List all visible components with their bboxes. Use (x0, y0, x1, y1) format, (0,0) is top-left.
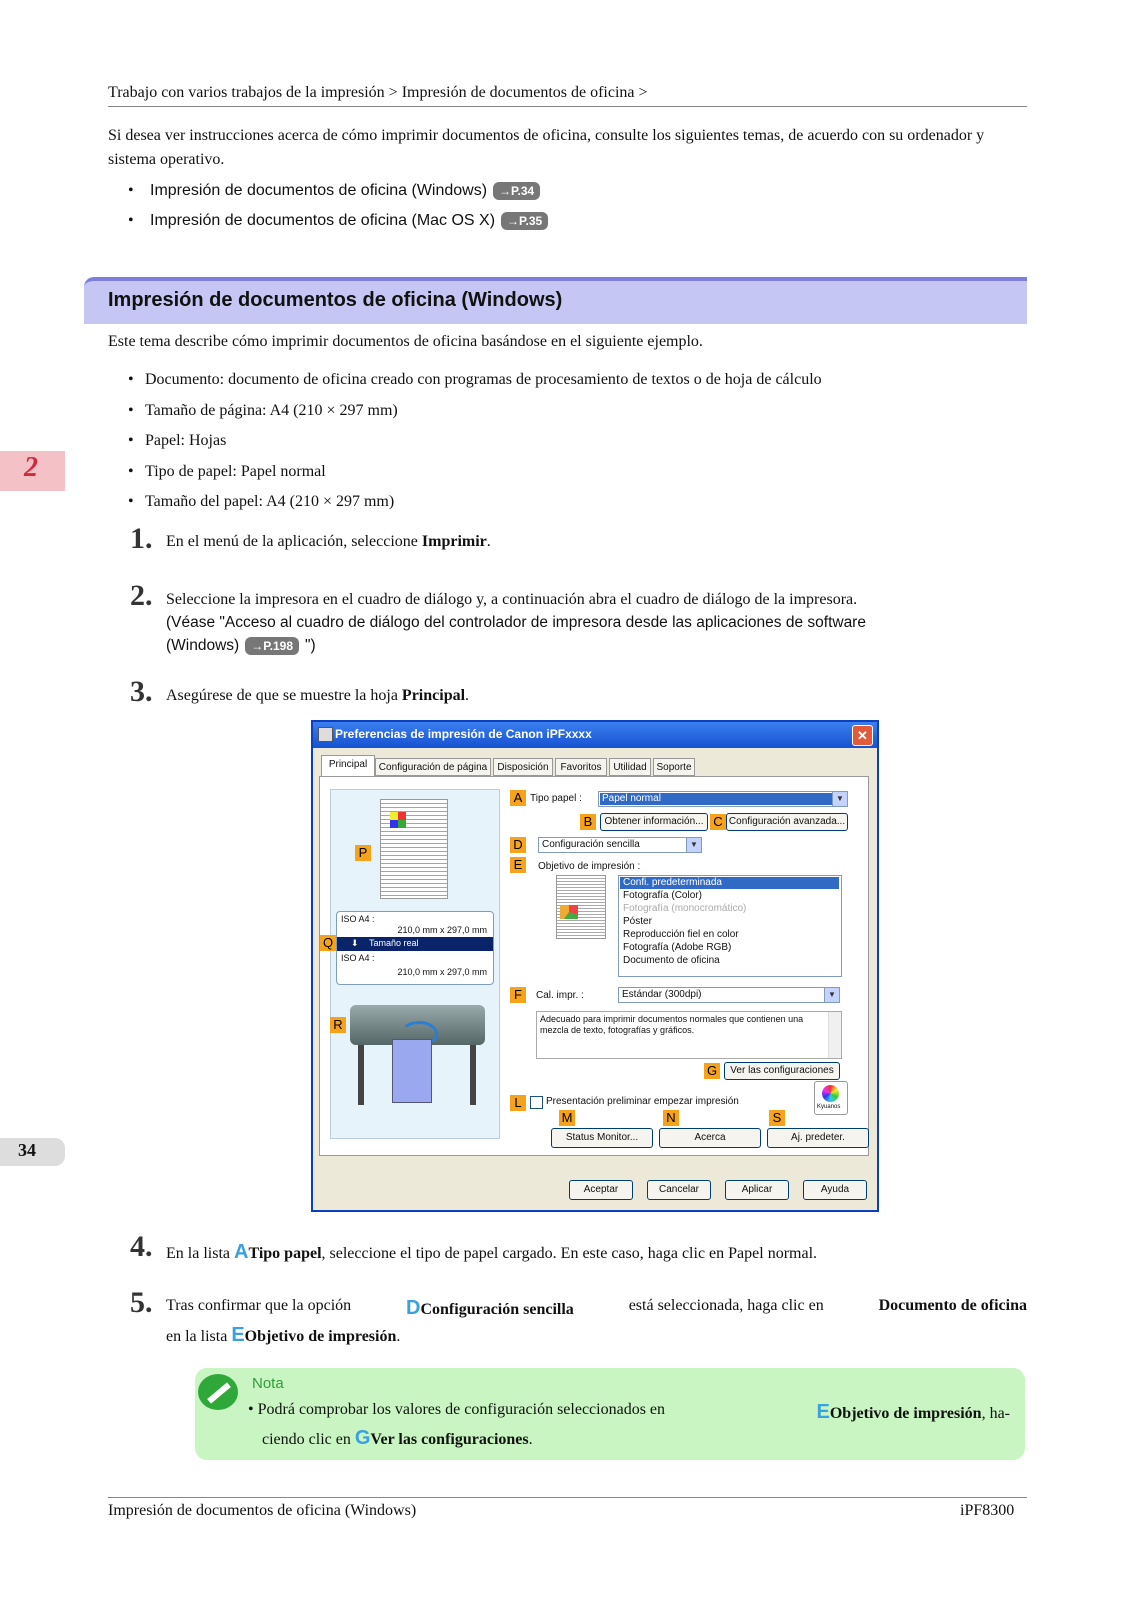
orientation-arrow-icon (400, 1021, 438, 1047)
letter-e-icon: E (816, 1401, 830, 1423)
printer-leg-right (470, 1045, 476, 1105)
paper-output-icon (392, 1039, 432, 1103)
step-number: 1. (130, 522, 153, 555)
tab-principal[interactable]: Principal (321, 755, 375, 777)
kyuanos-button[interactable] (814, 1081, 848, 1115)
close-icon[interactable]: ✕ (852, 725, 873, 746)
ver-configuraciones-button[interactable]: Ver las configuraciones (724, 1062, 840, 1080)
aj-predeter-button[interactable]: Aj. predeter. (767, 1128, 869, 1148)
callout-q: Q (320, 935, 336, 951)
description-box (536, 1011, 842, 1059)
step-number: 3. (130, 675, 153, 708)
list-item: • Tamaño del papel: A4 (210 × 297 mm) (128, 493, 395, 510)
step-5-line-2: en la lista EObjetivo de impresión. (166, 1324, 401, 1346)
link-text[interactable]: Impresión de documentos de oficina (Windows) (150, 182, 488, 199)
chevron-down-icon[interactable]: ▼ (824, 988, 839, 1002)
callout-n: N (663, 1110, 679, 1126)
dialog-title: Preferencias de impresión de Canon iPFxxxx (335, 727, 592, 741)
callout-m: M (559, 1110, 575, 1126)
example-list (128, 365, 822, 518)
step-number: 4. (130, 1230, 153, 1263)
footer-title: Impresión de documentos de oficina (Windows) (108, 1502, 417, 1519)
status-monitor-button[interactable]: Status Monitor... (551, 1128, 653, 1148)
tipo-papel-label: Tipo papel : (530, 793, 582, 804)
list-item[interactable]: Documento de oficina (623, 955, 720, 966)
size-info-box (336, 911, 494, 985)
objetivo-label: Objetivo de impresión : (538, 861, 641, 872)
callout-d: D (510, 837, 526, 853)
iso-label-2: ISO A4 : (341, 953, 375, 963)
letter-g-icon: G (354, 1427, 371, 1449)
objetivo-listbox[interactable] (618, 875, 842, 977)
list-item: • Tamaño de página: A4 (210 × 297 mm) (128, 401, 398, 419)
list-item[interactable]: Fotografía (Adobe RGB) (623, 942, 732, 953)
cal-impr-value: Estándar (300dpi) (622, 989, 702, 1000)
letter-e-icon: E (231, 1324, 245, 1346)
preview-checkbox[interactable] (530, 1096, 543, 1109)
pencil-icon (198, 1374, 238, 1410)
scrollbar[interactable] (828, 1012, 841, 1058)
print-preferences-dialog (311, 720, 879, 1212)
list-item: • Papel: Hojas (128, 432, 227, 449)
note-line-2: ciendo clic en GVer las configuraciones. (262, 1427, 533, 1449)
section-intro: Este tema describe cómo imprimir documentos de oficina basándose en el siguiente ejemplo. (108, 333, 703, 350)
tab-configuracion-pagina[interactable]: Configuración de página (375, 758, 491, 776)
page-ref-badge[interactable]: →P.34 (493, 182, 540, 200)
chapter-number: 2 (24, 452, 38, 483)
section-title: Impresión de documentos de oficina (Windows) (108, 289, 563, 311)
callout-s: S (769, 1110, 785, 1126)
callout-b: B (580, 814, 596, 830)
cal-impr-select[interactable] (618, 987, 840, 1003)
step-number: 2. (130, 579, 153, 612)
down-arrow-icon: ⬇ (351, 938, 359, 948)
step-2-line-3: (Windows) →P.198 ") (166, 637, 316, 654)
page-ref-badge[interactable]: →P.198 (245, 637, 299, 655)
preview-checkbox-label: Presentación preliminar empezar impresión (546, 1096, 739, 1107)
bullet-icon: • (128, 212, 134, 229)
step-5-line-1: Tras confirmar que la opción DConfiguración sencilla está seleccionada, haga clic en Documento de oficina (166, 1297, 1027, 1319)
list-item: • Documento: documento de oficina creado con programas de procesamiento de textos o de hoja de cálculo (128, 371, 822, 388)
printer-icon (318, 727, 333, 742)
configuracion-avanzada-button[interactable]: Configuración avanzada... (726, 813, 848, 831)
step-2-line-2: (Véase "Acceso al cuadro de diálogo del controlador de impresora desde las aplicaciones de software (166, 614, 866, 631)
header-rule (108, 106, 1027, 107)
chevron-down-icon[interactable]: ▼ (832, 792, 847, 806)
aplicar-button[interactable]: Aplicar (725, 1180, 789, 1200)
bullet-icon: • (128, 182, 134, 199)
config-mode-select[interactable] (538, 837, 702, 853)
link-item-mac[interactable] (128, 212, 548, 230)
cancelar-button[interactable]: Cancelar (647, 1180, 711, 1200)
note-line-1: • Podrá comprobar los valores de configuración seleccionados en EObjetivo de impresión, ha- (248, 1401, 1010, 1423)
page-ref-badge[interactable]: →P.35 (501, 212, 548, 230)
actual-size-label: Tamaño real (369, 938, 419, 948)
list-item[interactable]: Fotografía (Color) (623, 890, 702, 901)
footer-model: iPF8300 (960, 1502, 1015, 1519)
callout-l: L (510, 1095, 526, 1111)
letter-d-icon: D (406, 1297, 421, 1319)
principal-panel (319, 776, 869, 1156)
step-number: 5. (130, 1286, 153, 1319)
callout-a: A (510, 790, 526, 806)
list-item[interactable]: Confi. predeterminada (620, 877, 839, 889)
callout-e: E (510, 857, 526, 873)
step-1-text: En el menú de la aplicación, seleccione Imprimir. (166, 533, 491, 550)
acerca-button[interactable]: Acerca (659, 1128, 761, 1148)
cal-impr-label: Cal. impr. : (536, 990, 584, 1001)
tipo-papel-select[interactable] (598, 791, 848, 807)
kyuanos-label: Kyuanos (817, 1104, 841, 1110)
tab-favoritos[interactable]: Favoritos (555, 758, 607, 776)
step-3-text: Asegúrese de que se muestre la hoja Principal. (166, 687, 470, 704)
chart-thumb-icon (560, 905, 578, 919)
actual-size-row[interactable] (337, 937, 493, 951)
page-number: 34 (18, 1140, 36, 1160)
ayuda-button[interactable]: Ayuda (803, 1180, 867, 1200)
obtener-informacion-button[interactable]: Obtener información... (600, 813, 708, 831)
list-item[interactable]: Póster (623, 916, 652, 927)
iso-label-1: ISO A4 : (341, 914, 375, 924)
printer-leg-left (358, 1045, 364, 1105)
step-2-line-1: Seleccione la impresora en el cuadro de diálogo y, a continuación abra el cuadro de diálogo de la impresora. (166, 591, 858, 608)
color-graphic-icon (390, 812, 406, 828)
note-label: Nota (252, 1375, 284, 1392)
tipo-papel-value: Papel normal (600, 793, 835, 805)
tab-soporte[interactable]: Soporte (653, 758, 695, 776)
description-text: Adecuado para imprimir documentos normales que contienen una mezcla de texto, fotografías y gráficos. (540, 1014, 804, 1035)
breadcrumb: Trabajo con varios trabajos de la impresión > Impresión de documentos de oficina > (108, 84, 648, 101)
list-item[interactable]: Fotografía (monocromático) (623, 903, 747, 914)
callout-f: F (510, 987, 526, 1003)
link-text[interactable]: Impresión de documentos de oficina (Mac OS X) (150, 212, 496, 229)
config-sencilla-value: Configuración sencilla (542, 839, 640, 850)
intro-paragraph: Si desea ver instrucciones acerca de cómo imprimir documentos de oficina, consulte los siguientes temas, de acuerdo con su ordenador y sistema operativo. (108, 127, 985, 168)
iso-size-1: 210,0 mm x 297,0 mm (397, 925, 487, 935)
chevron-down-icon[interactable]: ▼ (686, 838, 701, 852)
callout-p: P (355, 845, 371, 861)
list-item: • Tipo de papel: Papel normal (128, 462, 326, 480)
list-item[interactable]: Reproducción fiel en color (623, 929, 739, 940)
aceptar-button[interactable]: Aceptar (569, 1180, 633, 1200)
callout-g: G (704, 1063, 720, 1079)
callout-c: C (710, 814, 726, 830)
letter-a-icon: A (233, 1241, 249, 1263)
iso-size-2: 210,0 mm x 297,0 mm (397, 967, 487, 977)
tab-utilidad[interactable]: Utilidad (609, 758, 651, 776)
tab-disposicion[interactable]: Disposición (493, 758, 553, 776)
footer-rule (108, 1497, 1027, 1498)
color-wheel-icon (822, 1085, 839, 1102)
step-4-text: En la lista ATipo papel, seleccione el tipo de papel cargado. En este caso, haga clic en Papel normal. (166, 1241, 818, 1263)
link-item-windows[interactable] (128, 182, 540, 200)
callout-r: R (330, 1017, 346, 1033)
